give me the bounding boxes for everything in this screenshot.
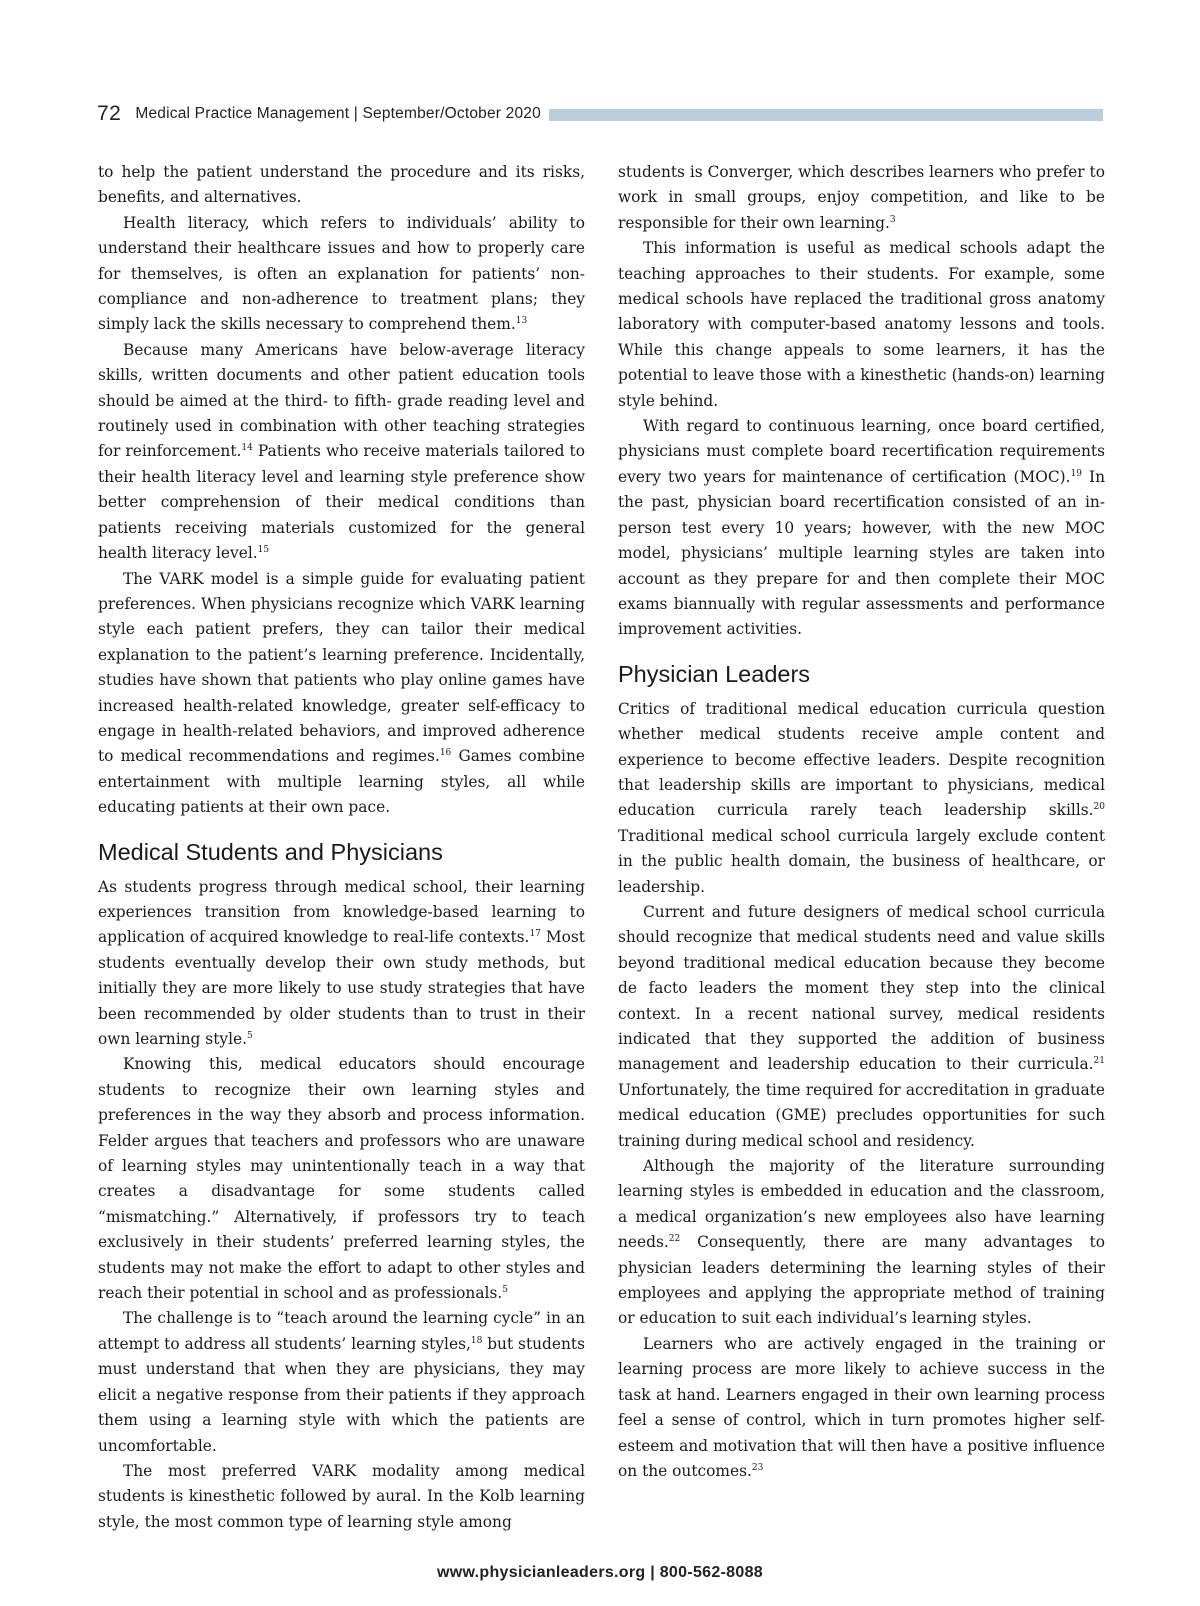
paragraph: This information is useful as medical schools adapt the teaching approaches to their students. For example, some medical schools have replaced the traditional gross anatomy laboratory with computer-based anatomy lessons and tools. While this change appeals to some learners, it has the potential to leave those with a kinesthetic (hands-on) learning style behind. [618,239,1105,410]
paragraph: The VARK model is a simple guide for evaluating patient preferences. When physicians recognize which VARK learning style each patient prefers, they can tailor their medical explanation to the patient’s learning preference. Incidentally, studies have shown that patients who play online games have increased health-related knowledge, greater self-efficacy to engage in health-related behaviors, and improved adherence to medical recommendations and regimes.$^{16}$ Games combine entertainment with multiple learning styles, all while educating patients at their own pace. [98,569,585,817]
paragraph: Current and future designers of medical school curricula should recognize that medical students need and value skills beyond traditional medical education because they become de facto leaders the moment they step into the clinical context. In a recent national survey, medical residents indicated that they supported the addition of business management and leadership education to their curricula.$^{21}$ Unfortunately, the time required for accreditation in graduate medical education (GME) precludes opportunities for such training during medical school and residency. [618,902,1105,1150]
reference-superscript: 21 [1093,1056,1105,1067]
paragraph: Because many Americans have below-average literacy skills, written documents and other patient education tools should be aimed at the third- to fifth- grade reading level and routinely used in combination with other teaching strategies for reinforcement.$^{14}$ Patients who receive materials tailored to their health literacy level and learning style preference show better comprehension of their medical conditions than patients receiving materials customized for the general health literacy level.$^{15}$ [98,340,585,563]
page-number: 72 [97,102,122,125]
paragraph: The challenge is to “teach around the learning cycle” in an attempt to address all students’ learning styles,$^{18}$ but students must understand that when they are physicians, they may elicit a negative response from their patients if they approach them using a learning style with which the patients are uncomfortable. [98,1309,585,1455]
reference-superscript: 20 [1093,802,1105,813]
paragraph: Knowing this, medical educators should encourage students to recognize their own learning styles and preferences in the way they absorb and process information. Felder argues that teachers and professors who are unaware of learning styles may unintentionally teach in a way that creates a disadvantage for some students called “mismatching.” Alternatively, if professors try to teach exclusively in their students’ preferred learning styles, the students may not make the effort to adapt to other styles and reach their potential in school and as professionals.$^5$ [98,1055,585,1303]
reference-superscript: 15 [257,545,270,556]
reference-superscript: 13 [515,316,528,327]
reference-superscript: 18 [470,1335,483,1346]
header-accent-bar [549,109,1103,121]
left-column [98,160,585,1535]
paragraph: Health literacy, which refers to individuals’ ability to understand their healthcare issues and how to properly care for themselves, is often an explanation for patients’ non-compliance and non-adherence to treatment plans; they simply lack the skills necessary to comprehend them.$^{13}$ [98,213,585,334]
reference-superscript: 5 [247,1031,253,1041]
reference-superscript: 23 [751,1462,764,1473]
reference-superscript: 3 [889,214,896,225]
reference-superscript: 5 [502,1285,508,1296]
paragraph: Critics of traditional medical education curricula question whether medical students receive ample content and experience to become effective leaders. Despite recognition that leadership skills are important to physicians, medical education curricula rarely teach leadership skills.$^{20}$ Traditional medical school curricula largely exclude content in the public health domain, the business of healthcare, or leadership. [618,699,1105,896]
reference-superscript: 17 [529,929,541,940]
page-header [97,101,1103,127]
paragraph: students is Converger, which describes learners who prefer to work in small groups, enjoy competition, and like to be responsible for their own learning.$^3$ [618,163,1105,232]
journal-info: Medical Practice Management | September/October 2020 [135,105,541,122]
paragraph: Learners who are actively engaged in the training or learning process are more likely to achieve success in the task at hand. Learners engaged in their own learning process feel a sense of control, which in turn promotes higher self-esteem and motivation that will then have a positive influence on the outcomes.$^{23}$ [618,1334,1105,1480]
footer-contact: www.physicianleaders.org | 800-562-8088 [437,1564,763,1581]
reference-superscript: 16 [439,748,452,759]
section-heading: Medical Students and Physicians [98,838,443,865]
reference-superscript: 14 [241,443,253,454]
paragraph: Although the majority of the literature surrounding learning styles is embedded in education and the classroom, a medical organization’s new employees also have learning needs.$^{22}$ Consequently, there are many advantages to physician leaders determining the learning styles of their employees and applying the appropriate method of training or education to suit each individual’s learning styles. [618,1157,1105,1328]
reference-superscript: 22 [668,1234,681,1245]
section-heading: Physician Leaders [618,660,811,687]
paragraph: The most preferred VARK modality among medical students is kinesthetic followed by aural. In the Kolb learning style, the most common type of learning style among [98,1461,585,1531]
reference-superscript: 19 [1070,468,1082,479]
paragraph: to help the patient understand the procedure and its risks, benefits, and alternatives. [98,163,585,207]
paragraph: With regard to continuous learning, once board certified, physicians must complete board recertification requirements every two years for maintenance of certification (MOC).$^{19}$ In the past, physician board recertification consisted of an in-person test every 10 years; however, with the new MOC model, physicians’ multiple learning styles are taken into account as they prepare for and then complete their MOC exams biannually with regular assessments and performance improvement activities. [618,417,1105,639]
paragraph: As students progress through medical school, their learning experiences transition from knowledge-based learning to application of acquired knowledge to real-life contexts.$^{17}$ Most students eventually develop their own study methods, but initially they are more likely to use study strategies that have been recommended by older students than to trust in their own learning style.$^5$ [98,877,585,1048]
right-column [618,160,1105,1484]
